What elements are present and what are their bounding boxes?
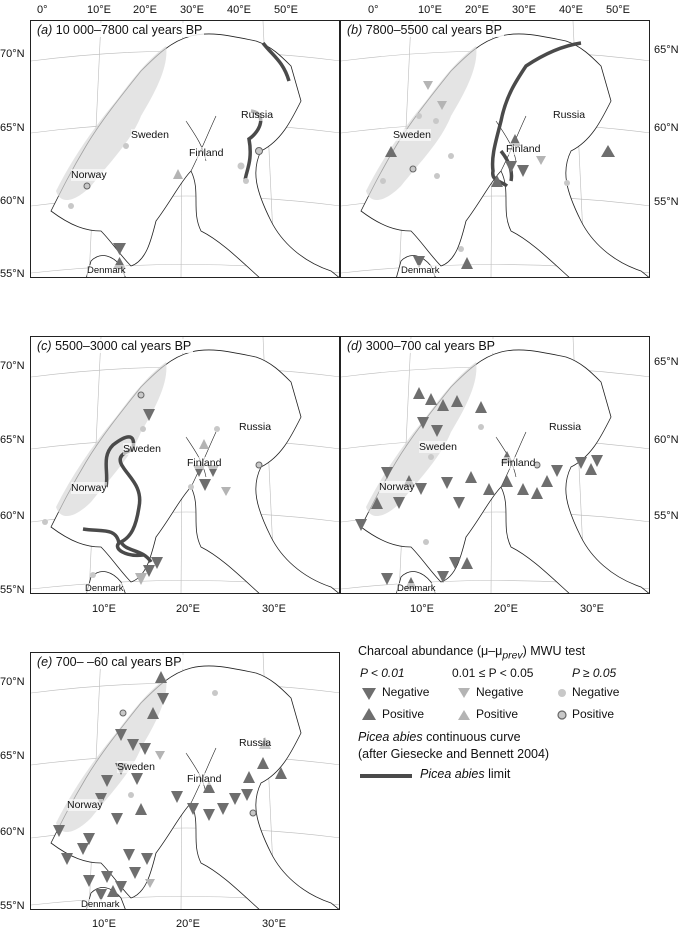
- lon-label: 50°E: [274, 4, 298, 16]
- legend-p3: P ≥ 0.05: [572, 666, 617, 680]
- lon-label: 30°E: [262, 603, 286, 615]
- site-circle: [433, 118, 439, 124]
- lat-label: 55°N: [0, 900, 25, 912]
- lat-label: 60°N: [654, 122, 679, 134]
- positive-strong-marker: [425, 393, 437, 405]
- lon-label: 20°E: [494, 603, 518, 615]
- lon-label: 40°E: [227, 4, 251, 16]
- site-circle-dot: [138, 392, 144, 398]
- lon-label: 20°E: [465, 4, 489, 16]
- label-russia: Russia: [241, 109, 274, 121]
- site-circle: [42, 519, 48, 525]
- site-circle-dot: [250, 810, 256, 816]
- label-russia: Russia: [553, 109, 586, 121]
- map-frame: [340, 20, 650, 278]
- lon-label: 40°E: [559, 4, 583, 16]
- negative-strong-marker: [362, 688, 376, 700]
- label-sweden: Sweden: [419, 441, 457, 453]
- negative-weak-marker: [558, 689, 566, 697]
- site-circle: [564, 180, 570, 186]
- label-norway: Norway: [71, 482, 107, 494]
- map-panel-b: [340, 20, 650, 278]
- positive-medium-marker: [458, 710, 470, 720]
- negative-strong-marker: [381, 573, 393, 585]
- map-frame: [30, 652, 340, 910]
- legend-positive-weak: Positive: [572, 707, 615, 721]
- lat-label: 55°N: [654, 196, 679, 208]
- map-svg: [31, 653, 340, 910]
- map-frame: [30, 20, 340, 278]
- lat-label: 60°N: [0, 510, 25, 522]
- lon-label: 10°E: [92, 918, 116, 930]
- label-finland: Finland: [501, 457, 536, 469]
- site-circle: [448, 153, 454, 159]
- positive-strong-marker: [601, 145, 615, 157]
- site-circle: [423, 539, 429, 545]
- site-circle: [243, 178, 249, 184]
- map-panel-e: [30, 652, 340, 910]
- site-circle-dot: [256, 148, 263, 155]
- positive-strong-marker: [461, 557, 473, 569]
- positive-weak-marker: [558, 711, 566, 719]
- map-svg: [341, 21, 650, 278]
- label-denmark: Denmark: [87, 265, 126, 276]
- map-svg: [31, 337, 340, 594]
- lat-label: 65°N: [654, 356, 679, 368]
- label-finland: Finland: [506, 143, 541, 155]
- site-circle-dot: [120, 710, 126, 716]
- label-denmark: Denmark: [81, 899, 120, 910]
- legend-curve-line1: Picea abies continuous curve: [358, 730, 521, 744]
- lon-label: 30°E: [180, 4, 204, 16]
- legend-negative-medium: Negative: [476, 685, 524, 699]
- label-sweden: Sweden: [393, 129, 431, 141]
- lon-label: 30°E: [512, 4, 536, 16]
- site-circle: [238, 163, 245, 170]
- lat-label: 60°N: [0, 826, 25, 838]
- lon-label: 30°E: [580, 603, 604, 615]
- lat-label: 60°N: [0, 195, 25, 207]
- label-norway: Norway: [379, 481, 415, 493]
- negative-medium-marker: [423, 81, 433, 90]
- site-circle: [478, 424, 484, 430]
- legend-p2: 0.01 ≤ P < 0.05: [452, 666, 534, 680]
- site-circle: [434, 173, 440, 179]
- lat-label: 55°N: [0, 268, 25, 280]
- legend-limit-symbol: [358, 770, 418, 782]
- lon-label: 20°E: [176, 603, 200, 615]
- label-sweden: Sweden: [117, 761, 155, 773]
- site-circle: [416, 113, 422, 119]
- legend-curve-line2: (after Giesecke and Bennett 2004): [358, 747, 550, 761]
- label-finland: Finland: [187, 457, 222, 469]
- panel-title: (c) 5500–3000 cal years BP: [37, 339, 192, 353]
- label-denmark: Denmark: [401, 265, 440, 276]
- panel-title: (b) 7800–5500 cal years BP: [347, 23, 502, 37]
- legend-positive-strong: Positive: [382, 707, 425, 721]
- label-russia: Russia: [239, 421, 272, 433]
- label-denmark: Denmark: [85, 583, 124, 594]
- site-circle: [212, 690, 218, 696]
- site-circle: [458, 246, 464, 252]
- negative-strong-marker: [83, 875, 95, 887]
- negative-strong-marker: [591, 455, 603, 467]
- label-denmark: Denmark: [397, 583, 436, 594]
- site-circle: [128, 792, 134, 798]
- lon-label: 50°E: [606, 4, 630, 16]
- map-svg: [341, 337, 650, 594]
- legend-p1: P < 0.01: [360, 666, 405, 680]
- negative-strong-marker: [101, 871, 113, 883]
- label-norway: Norway: [71, 169, 107, 181]
- panel-title: (e) 700– –60 cal years BP: [37, 655, 182, 669]
- site-circle: [380, 178, 386, 184]
- site-circle: [90, 572, 96, 578]
- lon-label: 20°E: [176, 918, 200, 930]
- label-finland: Finland: [187, 773, 222, 785]
- label-norway: Norway: [67, 799, 103, 811]
- lat-label: 65°N: [654, 44, 679, 56]
- site-circle-dot: [256, 462, 262, 468]
- lat-label: 70°N: [0, 360, 25, 372]
- lon-label: 10°E: [87, 4, 111, 16]
- site-circle: [68, 203, 74, 209]
- site-circle-dot: [410, 166, 416, 172]
- lat-label: 55°N: [654, 510, 679, 522]
- label-russia: Russia: [549, 421, 582, 433]
- map-panel-a: [30, 20, 340, 278]
- legend-title: Charcoal abundance $(\mu-\mu_{prev})$ MWU test: [358, 644, 586, 662]
- negative-strong-marker: [61, 853, 73, 865]
- label-russia: Russia: [239, 737, 272, 749]
- negative-medium-marker: [458, 688, 470, 698]
- site-circle: [214, 426, 220, 432]
- lon-label: 10°E: [410, 603, 434, 615]
- label-sweden: Sweden: [131, 129, 169, 141]
- lat-label: 70°N: [0, 48, 25, 60]
- positive-strong-marker: [413, 387, 425, 399]
- lat-label: 65°N: [0, 434, 25, 446]
- site-circle: [188, 484, 194, 490]
- map-frame: [30, 336, 340, 594]
- panel-title: (d) 3000–700 cal years BP: [347, 339, 496, 353]
- positive-strong-marker: [362, 708, 376, 720]
- label-finland: Finland: [189, 147, 224, 159]
- map-panel-c: [30, 336, 340, 594]
- map-svg: [31, 21, 340, 278]
- lon-label: 0°: [37, 4, 48, 16]
- label-sweden: Sweden: [123, 443, 161, 455]
- site-circle: [140, 426, 146, 432]
- legend-positive-medium: Positive: [476, 707, 519, 721]
- panel-title: (a) 10 000–7800 cal years BP: [37, 23, 203, 37]
- legend-negative-weak: Negative: [572, 685, 620, 699]
- lon-label: 20°E: [133, 4, 157, 16]
- positive-strong-marker: [585, 463, 597, 475]
- lat-label: 65°N: [0, 750, 25, 762]
- lon-label: 10°E: [92, 603, 116, 615]
- site-circle: [428, 454, 434, 460]
- lat-label: 65°N: [0, 122, 25, 134]
- map-frame: [340, 336, 650, 594]
- site-circle: [123, 143, 129, 149]
- legend-negative-strong: Negative: [382, 685, 430, 699]
- map-panel-d: [340, 336, 650, 594]
- lat-label: 55°N: [0, 584, 25, 596]
- lat-label: 60°N: [654, 434, 679, 446]
- lon-label: 0°: [368, 4, 379, 16]
- lon-label: 10°E: [418, 4, 442, 16]
- legend-limit-label: Picea abies limit: [420, 767, 511, 781]
- lat-label: 70°N: [0, 676, 25, 688]
- positive-strong-marker: [155, 671, 167, 683]
- positive-strong-marker: [461, 257, 473, 269]
- site-circle-dot: [84, 183, 90, 189]
- lon-label: 30°E: [262, 918, 286, 930]
